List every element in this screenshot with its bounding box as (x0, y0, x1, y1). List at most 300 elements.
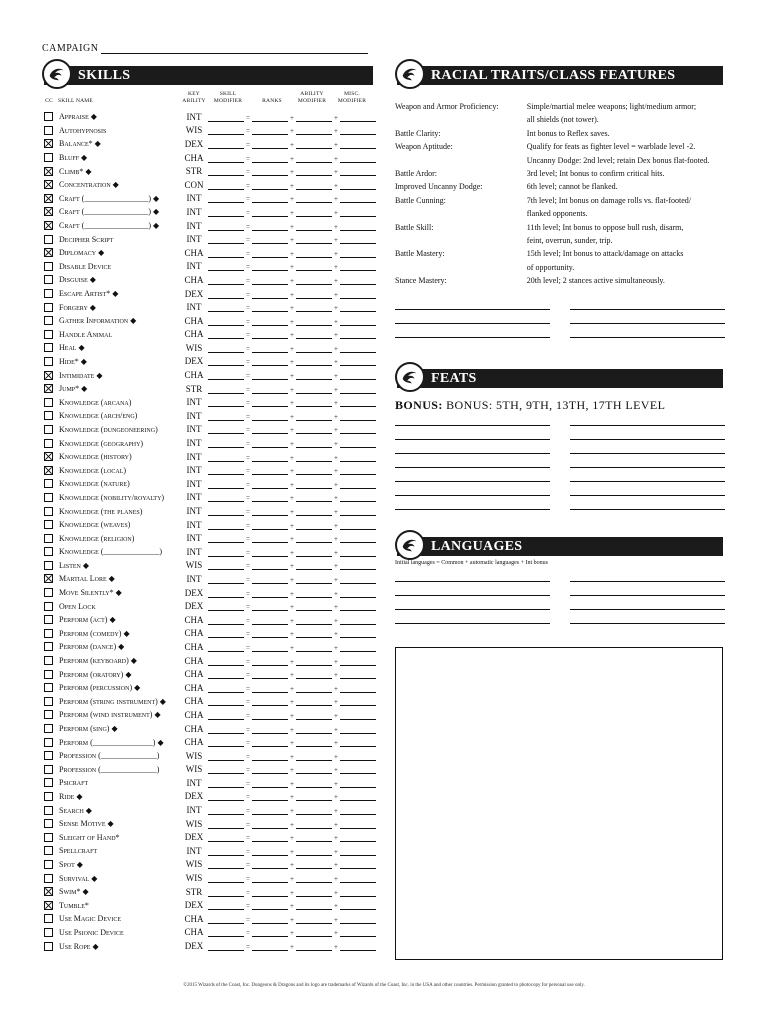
class-skill-checkbox[interactable] (44, 588, 53, 597)
ranks-field[interactable] (252, 631, 288, 638)
skill-calc-fields[interactable]: = + + (208, 261, 376, 271)
notes-box[interactable] (395, 647, 723, 960)
skill-calc-fields[interactable]: = + + (208, 941, 376, 951)
skill-calc-fields[interactable]: = + + (208, 302, 376, 312)
class-skill-checkbox[interactable] (44, 942, 53, 951)
skill-calc-fields[interactable]: = + + (208, 601, 376, 611)
misc-modifier-field[interactable] (340, 618, 376, 625)
misc-modifier-field[interactable] (340, 400, 376, 407)
misc-modifier-field[interactable] (340, 373, 376, 380)
ability-modifier-field[interactable] (296, 115, 332, 122)
class-skill-checkbox[interactable] (44, 724, 53, 733)
ranks-field[interactable] (252, 441, 288, 448)
skill-calc-fields[interactable]: = + + (208, 343, 376, 353)
class-skill-checkbox[interactable] (44, 398, 53, 407)
skill-modifier-field[interactable] (208, 794, 244, 801)
ranks-field[interactable] (252, 468, 288, 475)
ability-modifier-field[interactable] (296, 536, 332, 543)
skill-calc-fields[interactable]: = + + (208, 710, 376, 720)
ranks-field[interactable] (252, 672, 288, 679)
ability-modifier-field[interactable] (296, 455, 332, 462)
misc-modifier-field[interactable] (340, 917, 376, 924)
ranks-field[interactable] (252, 196, 288, 203)
skill-modifier-field[interactable] (208, 400, 244, 407)
skill-calc-fields[interactable]: = + + (208, 547, 376, 557)
misc-modifier-field[interactable] (340, 523, 376, 530)
skill-calc-fields[interactable]: = + + (208, 846, 376, 856)
ranks-field[interactable] (252, 183, 288, 190)
class-skill-checkbox[interactable] (44, 846, 53, 855)
skill-modifier-field[interactable] (208, 577, 244, 584)
traits-blank-lines[interactable] (395, 296, 725, 338)
ranks-field[interactable] (252, 319, 288, 326)
skill-modifier-field[interactable] (208, 903, 244, 910)
class-skill-checkbox[interactable] (44, 574, 53, 583)
ranks-field[interactable] (252, 142, 288, 149)
skill-modifier-field[interactable] (208, 659, 244, 666)
class-skill-checkbox[interactable] (44, 207, 53, 216)
class-skill-checkbox[interactable] (44, 778, 53, 787)
ranks-field[interactable] (252, 128, 288, 135)
class-skill-checkbox[interactable] (44, 425, 53, 434)
ranks-field[interactable] (252, 835, 288, 842)
ability-modifier-field[interactable] (296, 237, 332, 244)
ability-modifier-field[interactable] (296, 305, 332, 312)
ability-modifier-field[interactable] (296, 414, 332, 421)
skill-modifier-field[interactable] (208, 387, 244, 394)
class-skill-checkbox[interactable] (44, 112, 53, 121)
class-skill-checkbox[interactable] (44, 479, 53, 488)
ranks-field[interactable] (252, 455, 288, 462)
skill-modifier-field[interactable] (208, 359, 244, 366)
skill-calc-fields[interactable]: = + + (208, 438, 376, 448)
class-skill-checkbox[interactable] (44, 507, 53, 516)
ability-modifier-field[interactable] (296, 727, 332, 734)
ability-modifier-field[interactable] (296, 251, 332, 258)
ability-modifier-field[interactable] (296, 672, 332, 679)
misc-modifier-field[interactable] (340, 890, 376, 897)
ranks-field[interactable] (252, 224, 288, 231)
skill-modifier-field[interactable] (208, 251, 244, 258)
misc-modifier-field[interactable] (340, 536, 376, 543)
misc-modifier-field[interactable] (340, 577, 376, 584)
class-skill-checkbox[interactable] (44, 466, 53, 475)
misc-modifier-field[interactable] (340, 862, 376, 869)
ability-modifier-field[interactable] (296, 890, 332, 897)
class-skill-checkbox[interactable] (44, 439, 53, 448)
ability-modifier-field[interactable] (296, 917, 332, 924)
skill-modifier-field[interactable] (208, 414, 244, 421)
ability-modifier-field[interactable] (296, 577, 332, 584)
class-skill-checkbox[interactable] (44, 710, 53, 719)
ranks-field[interactable] (252, 903, 288, 910)
misc-modifier-field[interactable] (340, 563, 376, 570)
skill-calc-fields[interactable]: = + + (208, 316, 376, 326)
class-skill-checkbox[interactable] (44, 670, 53, 679)
ability-modifier-field[interactable] (296, 849, 332, 856)
ability-modifier-field[interactable] (296, 482, 332, 489)
class-skill-checkbox[interactable] (44, 914, 53, 923)
ranks-field[interactable] (252, 849, 288, 856)
ranks-field[interactable] (252, 359, 288, 366)
ability-modifier-field[interactable] (296, 591, 332, 598)
misc-modifier-field[interactable] (340, 346, 376, 353)
ability-modifier-field[interactable] (296, 509, 332, 516)
class-skill-checkbox[interactable] (44, 384, 53, 393)
ranks-field[interactable] (252, 346, 288, 353)
skill-modifier-field[interactable] (208, 713, 244, 720)
misc-modifier-field[interactable] (340, 930, 376, 937)
ability-modifier-field[interactable] (296, 563, 332, 570)
class-skill-checkbox[interactable] (44, 792, 53, 801)
skill-modifier-field[interactable] (208, 781, 244, 788)
skill-modifier-field[interactable] (208, 332, 244, 339)
ability-modifier-field[interactable] (296, 713, 332, 720)
ability-modifier-field[interactable] (296, 468, 332, 475)
skill-modifier-field[interactable] (208, 482, 244, 489)
skill-calc-fields[interactable]: = + + (208, 900, 376, 910)
skill-calc-fields[interactable]: = + + (208, 153, 376, 163)
skill-calc-fields[interactable]: = + + (208, 125, 376, 135)
skill-calc-fields[interactable]: = + + (208, 479, 376, 489)
ability-modifier-field[interactable] (296, 142, 332, 149)
ranks-field[interactable] (252, 659, 288, 666)
skill-calc-fields[interactable]: = + + (208, 506, 376, 516)
skill-modifier-field[interactable] (208, 346, 244, 353)
skill-calc-fields[interactable]: = + + (208, 533, 376, 543)
skill-modifier-field[interactable] (208, 563, 244, 570)
misc-modifier-field[interactable] (340, 591, 376, 598)
ability-modifier-field[interactable] (296, 387, 332, 394)
skill-calc-fields[interactable]: = + + (208, 574, 376, 584)
ability-modifier-field[interactable] (296, 292, 332, 299)
class-skill-checkbox[interactable] (44, 139, 53, 148)
ranks-field[interactable] (252, 713, 288, 720)
skill-calc-fields[interactable]: = + + (208, 656, 376, 666)
class-skill-checkbox[interactable] (44, 180, 53, 189)
ranks-field[interactable] (252, 727, 288, 734)
skill-modifier-field[interactable] (208, 550, 244, 557)
skill-calc-fields[interactable]: = + + (208, 248, 376, 258)
skill-modifier-field[interactable] (208, 183, 244, 190)
class-skill-checkbox[interactable] (44, 534, 53, 543)
misc-modifier-field[interactable] (340, 115, 376, 122)
class-skill-checkbox[interactable] (44, 330, 53, 339)
ability-modifier-field[interactable] (296, 550, 332, 557)
class-skill-checkbox[interactable] (44, 316, 53, 325)
class-skill-checkbox[interactable] (44, 901, 53, 910)
class-skill-checkbox[interactable] (44, 343, 53, 352)
skill-modifier-field[interactable] (208, 441, 244, 448)
misc-modifier-field[interactable] (340, 672, 376, 679)
skill-modifier-field[interactable] (208, 509, 244, 516)
skill-calc-fields[interactable]: = + + (208, 642, 376, 652)
ability-modifier-field[interactable] (296, 210, 332, 217)
ability-modifier-field[interactable] (296, 862, 332, 869)
ability-modifier-field[interactable] (296, 618, 332, 625)
misc-modifier-field[interactable] (340, 808, 376, 815)
skill-calc-fields[interactable]: = + + (208, 424, 376, 434)
ranks-field[interactable] (252, 876, 288, 883)
ability-modifier-field[interactable] (296, 808, 332, 815)
ability-modifier-field[interactable] (296, 794, 332, 801)
misc-modifier-field[interactable] (340, 224, 376, 231)
skill-modifier-field[interactable] (208, 237, 244, 244)
campaign-field[interactable] (42, 43, 368, 54)
skill-modifier-field[interactable] (208, 631, 244, 638)
misc-modifier-field[interactable] (340, 767, 376, 774)
class-skill-checkbox[interactable] (44, 751, 53, 760)
skill-calc-fields[interactable]: = + + (208, 397, 376, 407)
ability-modifier-field[interactable] (296, 754, 332, 761)
ranks-field[interactable] (252, 509, 288, 516)
misc-modifier-field[interactable] (340, 727, 376, 734)
ranks-field[interactable] (252, 427, 288, 434)
ranks-field[interactable] (252, 808, 288, 815)
misc-modifier-field[interactable] (340, 740, 376, 747)
ability-modifier-field[interactable] (296, 686, 332, 693)
ranks-field[interactable] (252, 278, 288, 285)
skill-calc-fields[interactable]: = + + (208, 411, 376, 421)
skill-calc-fields[interactable]: = + + (208, 778, 376, 788)
skill-modifier-field[interactable] (208, 319, 244, 326)
ability-modifier-field[interactable] (296, 278, 332, 285)
skill-modifier-field[interactable] (208, 142, 244, 149)
skill-calc-fields[interactable]: = + + (208, 112, 376, 122)
misc-modifier-field[interactable] (340, 359, 376, 366)
misc-modifier-field[interactable] (340, 264, 376, 271)
ranks-field[interactable] (252, 754, 288, 761)
class-skill-checkbox[interactable] (44, 235, 53, 244)
ranks-field[interactable] (252, 767, 288, 774)
misc-modifier-field[interactable] (340, 237, 376, 244)
misc-modifier-field[interactable] (340, 659, 376, 666)
class-skill-checkbox[interactable] (44, 765, 53, 774)
misc-modifier-field[interactable] (340, 686, 376, 693)
misc-modifier-field[interactable] (340, 699, 376, 706)
skill-modifier-field[interactable] (208, 944, 244, 951)
class-skill-checkbox[interactable] (44, 615, 53, 624)
ability-modifier-field[interactable] (296, 156, 332, 163)
misc-modifier-field[interactable] (340, 781, 376, 788)
campaign-input-line[interactable] (101, 44, 368, 54)
skill-calc-fields[interactable]: = + + (208, 859, 376, 869)
ranks-field[interactable] (252, 794, 288, 801)
ability-modifier-field[interactable] (296, 332, 332, 339)
ranks-field[interactable] (252, 169, 288, 176)
skill-calc-fields[interactable]: = + + (208, 887, 376, 897)
ranks-field[interactable] (252, 292, 288, 299)
skill-modifier-field[interactable] (208, 849, 244, 856)
ranks-field[interactable] (252, 373, 288, 380)
misc-modifier-field[interactable] (340, 794, 376, 801)
ability-modifier-field[interactable] (296, 930, 332, 937)
misc-modifier-field[interactable] (340, 441, 376, 448)
class-skill-checkbox[interactable] (44, 371, 53, 380)
skill-modifier-field[interactable] (208, 727, 244, 734)
misc-modifier-field[interactable] (340, 142, 376, 149)
skill-modifier-field[interactable] (208, 278, 244, 285)
ability-modifier-field[interactable] (296, 822, 332, 829)
skill-modifier-field[interactable] (208, 210, 244, 217)
skill-calc-fields[interactable]: = + + (208, 819, 376, 829)
skill-modifier-field[interactable] (208, 699, 244, 706)
ranks-field[interactable] (252, 930, 288, 937)
class-skill-checkbox[interactable] (44, 928, 53, 937)
skill-calc-fields[interactable]: = + + (208, 520, 376, 530)
misc-modifier-field[interactable] (340, 156, 376, 163)
ability-modifier-field[interactable] (296, 740, 332, 747)
skill-calc-fields[interactable]: = + + (208, 139, 376, 149)
skill-calc-fields[interactable]: = + + (208, 221, 376, 231)
skill-modifier-field[interactable] (208, 876, 244, 883)
ability-modifier-field[interactable] (296, 659, 332, 666)
class-skill-checkbox[interactable] (44, 262, 53, 271)
ranks-field[interactable] (252, 414, 288, 421)
ability-modifier-field[interactable] (296, 128, 332, 135)
skill-calc-fields[interactable]: = + + (208, 927, 376, 937)
ranks-field[interactable] (252, 387, 288, 394)
misc-modifier-field[interactable] (340, 319, 376, 326)
skill-calc-fields[interactable]: = + + (208, 356, 376, 366)
ranks-field[interactable] (252, 917, 288, 924)
skill-modifier-field[interactable] (208, 128, 244, 135)
misc-modifier-field[interactable] (340, 604, 376, 611)
skill-modifier-field[interactable] (208, 305, 244, 312)
ability-modifier-field[interactable] (296, 224, 332, 231)
skill-modifier-field[interactable] (208, 822, 244, 829)
misc-modifier-field[interactable] (340, 183, 376, 190)
ranks-field[interactable] (252, 482, 288, 489)
ranks-field[interactable] (252, 237, 288, 244)
skill-modifier-field[interactable] (208, 455, 244, 462)
ability-modifier-field[interactable] (296, 903, 332, 910)
skill-calc-fields[interactable]: = + + (208, 492, 376, 502)
class-skill-checkbox[interactable] (44, 221, 53, 230)
misc-modifier-field[interactable] (340, 332, 376, 339)
class-skill-checkbox[interactable] (44, 167, 53, 176)
class-skill-checkbox[interactable] (44, 738, 53, 747)
ability-modifier-field[interactable] (296, 400, 332, 407)
misc-modifier-field[interactable] (340, 169, 376, 176)
skill-modifier-field[interactable] (208, 672, 244, 679)
misc-modifier-field[interactable] (340, 631, 376, 638)
class-skill-checkbox[interactable] (44, 452, 53, 461)
skill-calc-fields[interactable]: = + + (208, 560, 376, 570)
misc-modifier-field[interactable] (340, 944, 376, 951)
class-skill-checkbox[interactable] (44, 303, 53, 312)
ranks-field[interactable] (252, 156, 288, 163)
ability-modifier-field[interactable] (296, 631, 332, 638)
skill-modifier-field[interactable] (208, 930, 244, 937)
skill-calc-fields[interactable]: = + + (208, 873, 376, 883)
class-skill-checkbox[interactable] (44, 860, 53, 869)
class-skill-checkbox[interactable] (44, 629, 53, 638)
class-skill-checkbox[interactable] (44, 411, 53, 420)
class-skill-checkbox[interactable] (44, 833, 53, 842)
skill-calc-fields[interactable]: = + + (208, 724, 376, 734)
skill-modifier-field[interactable] (208, 156, 244, 163)
class-skill-checkbox[interactable] (44, 520, 53, 529)
class-skill-checkbox[interactable] (44, 153, 53, 162)
misc-modifier-field[interactable] (340, 903, 376, 910)
ability-modifier-field[interactable] (296, 441, 332, 448)
ranks-field[interactable] (252, 400, 288, 407)
skill-modifier-field[interactable] (208, 917, 244, 924)
ranks-field[interactable] (252, 699, 288, 706)
ability-modifier-field[interactable] (296, 876, 332, 883)
ranks-field[interactable] (252, 781, 288, 788)
skill-calc-fields[interactable]: = + + (208, 832, 376, 842)
skill-calc-fields[interactable]: = + + (208, 329, 376, 339)
ranks-field[interactable] (252, 523, 288, 530)
ability-modifier-field[interactable] (296, 645, 332, 652)
class-skill-checkbox[interactable] (44, 874, 53, 883)
skill-calc-fields[interactable]: = + + (208, 683, 376, 693)
skill-modifier-field[interactable] (208, 645, 244, 652)
class-skill-checkbox[interactable] (44, 547, 53, 556)
ability-modifier-field[interactable] (296, 835, 332, 842)
skill-modifier-field[interactable] (208, 224, 244, 231)
misc-modifier-field[interactable] (340, 754, 376, 761)
misc-modifier-field[interactable] (340, 292, 376, 299)
skill-modifier-field[interactable] (208, 196, 244, 203)
misc-modifier-field[interactable] (340, 128, 376, 135)
misc-modifier-field[interactable] (340, 196, 376, 203)
misc-modifier-field[interactable] (340, 822, 376, 829)
ranks-field[interactable] (252, 495, 288, 502)
class-skill-checkbox[interactable] (44, 289, 53, 298)
ability-modifier-field[interactable] (296, 346, 332, 353)
skill-calc-fields[interactable]: = + + (208, 384, 376, 394)
ability-modifier-field[interactable] (296, 427, 332, 434)
class-skill-checkbox[interactable] (44, 819, 53, 828)
skill-calc-fields[interactable]: = + + (208, 764, 376, 774)
skill-modifier-field[interactable] (208, 890, 244, 897)
skill-calc-fields[interactable]: = + + (208, 791, 376, 801)
skill-calc-fields[interactable]: = + + (208, 275, 376, 285)
ranks-field[interactable] (252, 332, 288, 339)
ranks-field[interactable] (252, 251, 288, 258)
skill-modifier-field[interactable] (208, 767, 244, 774)
ranks-field[interactable] (252, 264, 288, 271)
skill-calc-fields[interactable]: = + + (208, 452, 376, 462)
skill-modifier-field[interactable] (208, 618, 244, 625)
ranks-field[interactable] (252, 115, 288, 122)
ranks-field[interactable] (252, 645, 288, 652)
skill-calc-fields[interactable]: = + + (208, 615, 376, 625)
misc-modifier-field[interactable] (340, 835, 376, 842)
skill-calc-fields[interactable]: = + + (208, 737, 376, 747)
ability-modifier-field[interactable] (296, 264, 332, 271)
skill-modifier-field[interactable] (208, 536, 244, 543)
skill-modifier-field[interactable] (208, 591, 244, 598)
ranks-field[interactable] (252, 550, 288, 557)
class-skill-checkbox[interactable] (44, 126, 53, 135)
skill-calc-fields[interactable]: = + + (208, 180, 376, 190)
misc-modifier-field[interactable] (340, 427, 376, 434)
ability-modifier-field[interactable] (296, 319, 332, 326)
class-skill-checkbox[interactable] (44, 194, 53, 203)
ability-modifier-field[interactable] (296, 169, 332, 176)
skill-modifier-field[interactable] (208, 427, 244, 434)
class-skill-checkbox[interactable] (44, 493, 53, 502)
ability-modifier-field[interactable] (296, 359, 332, 366)
class-skill-checkbox[interactable] (44, 806, 53, 815)
skill-modifier-field[interactable] (208, 862, 244, 869)
misc-modifier-field[interactable] (340, 305, 376, 312)
ranks-field[interactable] (252, 563, 288, 570)
